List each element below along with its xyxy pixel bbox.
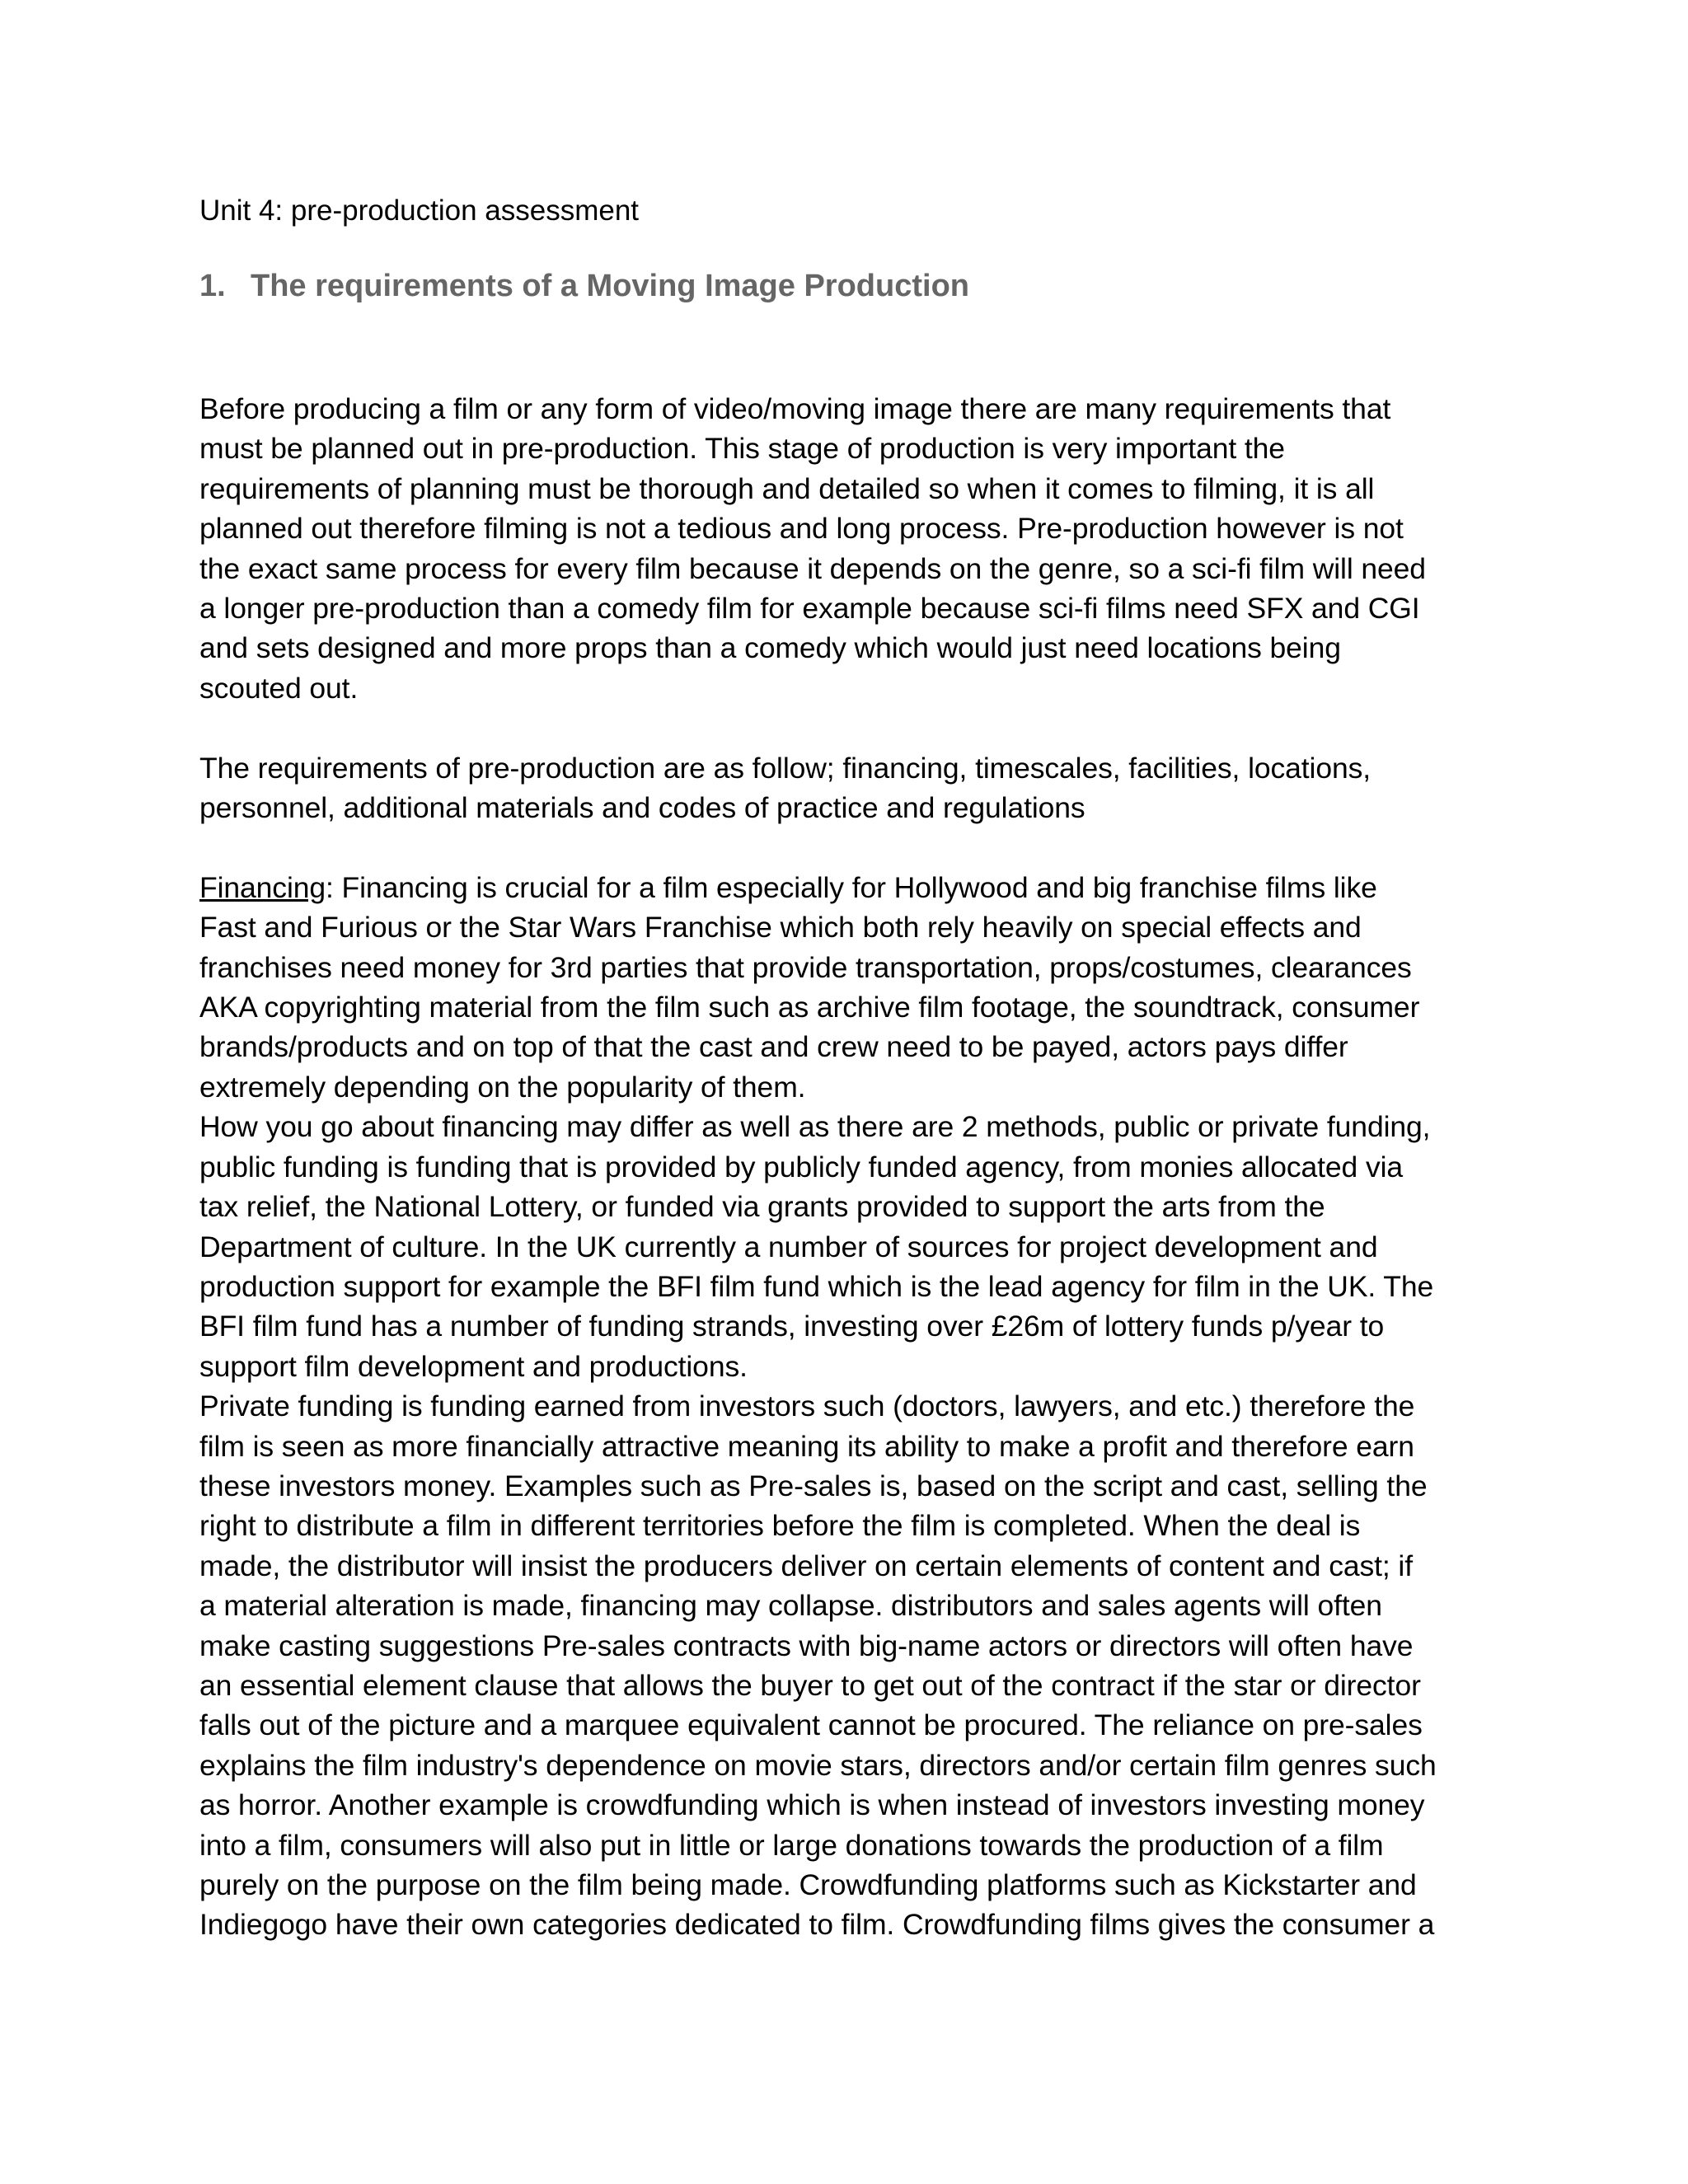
text-line: The requirements of pre-production are as follow; financing, timescales, facilities, locations,: [199, 751, 1372, 785]
text-line: right to distribute a film in different territories before the film is completed. When the deal is: [199, 1509, 1361, 1543]
text-line: brands/products and on top of that the cast and crew need to be payed, actors pays differ: [199, 1030, 1348, 1064]
text-line: [199, 868, 1502, 907]
text-line: as horror. Another example is crowdfunding which is when instead of investors investing money: [199, 1788, 1425, 1822]
document-body: [199, 191, 1502, 1945]
text-line: an essential element clause that allows the buyer to get out of the contract if the star or director: [199, 1668, 1421, 1702]
financing-first-line: : Financing is crucial for a film especially for Hollywood and big franchise films like: [326, 870, 1377, 904]
paragraph-requirements: [199, 748, 1502, 828]
text-line: Private funding is funding earned from investors such (doctors, lawyers, and etc.) therefore the: [199, 1390, 1415, 1423]
text-line: make casting suggestions Pre-sales contracts with big-name actors or directors will often have: [199, 1629, 1414, 1662]
text-line: franchises need money for 3rd parties that provide transportation, props/costumes, clearances: [199, 950, 1412, 984]
text-line: public funding is funding that is provided by publicly funded agency, from monies allocated via: [199, 1150, 1404, 1183]
section-heading-text: The requirements of a Moving Image Production: [251, 269, 969, 303]
section-heading: [199, 265, 1502, 307]
text-line: into a film, consumers will also put in little or large donations towards the production of a film: [199, 1828, 1384, 1862]
text-line: these investors money. Examples such as Pre-sales is, based on the script and cast, selling the: [199, 1469, 1428, 1502]
text-line: Fast and Furious or the Star Wars Franchise which both rely heavily on special effects and: [199, 911, 1362, 944]
paragraph-intro: [199, 389, 1502, 708]
text-line: BFI film fund has a number of funding strands, investing over £26m of lottery funds p/year to: [199, 1310, 1385, 1343]
text-line: extremely depending on the popularity of them.: [199, 1070, 806, 1104]
text-line: requirements of planning must be thorough and detailed so when it comes to filming, it is all: [199, 471, 1375, 505]
text-line: scouted out.: [199, 671, 359, 705]
text-line: purely on the purpose on the film being made. Crowdfunding platforms such as Kickstarter and: [199, 1868, 1417, 1901]
text-line: production support for example the BFI film fund which is the lead agency for film in the UK. The: [199, 1269, 1434, 1303]
text-line: Department of culture. In the UK currently a number of sources for project development and: [199, 1230, 1378, 1263]
text-line: a longer pre-production than a comedy film for example because sci-fi films need SFX and CGI: [199, 592, 1420, 626]
text-line: How you go about financing may differ as well as there are 2 methods, public or private funding,: [199, 1110, 1431, 1144]
text-line: personnel, additional materials and codes of practice and regulations: [199, 791, 1085, 825]
text-line: tax relief, the National Lottery, or funded via grants provided to support the arts from the: [199, 1190, 1325, 1224]
text-line: and sets designed and more props than a comedy which would just need locations being: [199, 631, 1341, 665]
text-line: the exact same process for every film because it depends on the genre, so a sci-fi film will need: [199, 551, 1426, 585]
text-line: made, the distributor will insist the producers deliver on certain elements of content and cast; if: [199, 1549, 1413, 1582]
text-line: AKA copyrighting material from the film such as archive film footage, the soundtrack, consumer: [199, 991, 1420, 1024]
text-line: planned out therefore filming is not a tedious and long process. Pre-production however is not: [199, 512, 1404, 546]
text-line: a material alteration is made, financing may collapse. distributors and sales agents will often: [199, 1589, 1382, 1623]
text-line: must be planned out in pre-production. This stage of production is very important the: [199, 432, 1285, 466]
text-line: support film development and productions.: [199, 1349, 748, 1383]
text-line: Indiegogo have their own categories dedicated to film. Crowdfunding films gives the consumer a: [199, 1908, 1435, 1942]
text-line: Before producing a film or any form of video/moving image there are many requirements that: [199, 392, 1391, 425]
text-line: film is seen as more financially attractive meaning its ability to make a profit and therefore earn: [199, 1429, 1414, 1463]
text-line: falls out of the picture and a marquee equivalent cannot be procured. The reliance on pre-sales: [199, 1708, 1423, 1742]
section-number: 1.: [199, 269, 226, 303]
paragraph-financing: [199, 868, 1502, 1945]
financing-label: Financing: [199, 870, 326, 904]
document-title: Unit 4: pre-production assessment: [199, 194, 640, 227]
text-line: explains the film industry's dependence on movie stars, directors and/or certain film genres such: [199, 1748, 1437, 1782]
